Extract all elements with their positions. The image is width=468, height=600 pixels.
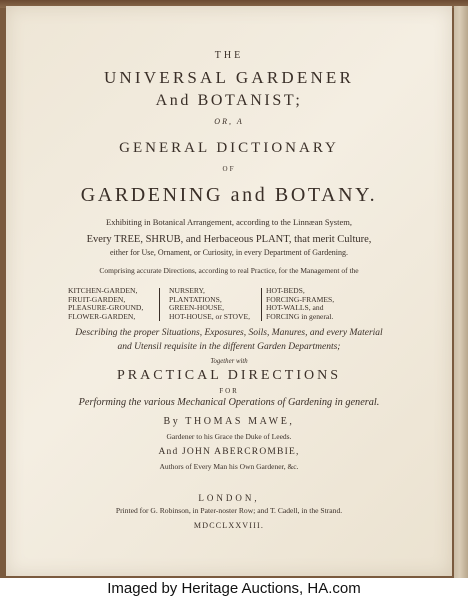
departments-column-1: [68, 287, 143, 321]
author-mawe-subtitle: Gardener to his Grace the Duke of Leeds.: [166, 432, 292, 441]
column-divider: [159, 288, 160, 321]
practical-directions: PRACTICAL DIRECTIONS: [117, 368, 341, 383]
title-or-a: OR, A: [214, 117, 244, 126]
department-item: HOT-BEDS,: [266, 286, 305, 295]
departments-column-3: [266, 287, 334, 321]
imprint-printers: Printed for G. Robinson, in Pater-noster Row; and T. Cadell, in the Strand.: [115, 506, 343, 515]
describing-line-2: and Utensil requisite in the different Garden Departments;: [117, 342, 341, 352]
department-item: FORCING-FRAMES,: [266, 294, 335, 304]
department-item: FLOWER-GARDEN,: [68, 311, 136, 321]
title-the: THE: [214, 50, 244, 61]
department-item: KITCHEN-GARDEN,: [68, 286, 138, 295]
garden-departments: [6, 287, 452, 327]
departments-column-2: [169, 287, 250, 321]
performing-line: Performing the various Mechanical Operations of Gardening in general.: [78, 397, 380, 408]
title-of: OF: [222, 165, 236, 173]
author-mawe: By THOMAS MAWE,: [163, 416, 295, 427]
page-edge: [454, 6, 468, 578]
title-general-dictionary: GENERAL DICTIONARY: [119, 140, 339, 156]
for-line: FOR: [219, 387, 239, 395]
title-and-botanist: And BOTANIST;: [155, 92, 303, 109]
imprint-london: LONDON,: [198, 493, 260, 503]
together-with: Together with: [210, 358, 248, 365]
column-divider: [261, 288, 262, 321]
department-item: FORCING in general.: [266, 311, 334, 321]
title-gardening-and-botany: GARDENING and BOTANY.: [80, 184, 378, 206]
author-abercrombie: And JOHN ABERCROMBIE,: [158, 447, 300, 457]
author-abercrombie-subtitle: Authors of Every Man his Own Gardener, &c.: [159, 462, 299, 471]
comprising-line: Comprising accurate Directions, according to real Practice, for the Management of the: [99, 266, 359, 275]
department-item: HOT-HOUSE, or STOVE,: [169, 311, 251, 321]
department-item: NURSERY,: [169, 286, 205, 295]
title-page: [6, 6, 452, 576]
image-credit-caption: Imaged by Heritage Auctions, HA.com: [0, 578, 468, 600]
title-universal-gardener: UNIVERSAL GARDENER: [103, 68, 355, 87]
department-item: PLEASURE-GROUND,: [68, 303, 144, 313]
imprint-year: MDCCLXXVIII.: [193, 521, 265, 530]
department-item: FRUIT-GARDEN,: [68, 294, 126, 304]
exhibiting-line: Exhibiting in Botanical Arrangement, according to the Linnæan System,: [106, 217, 352, 227]
department-item: HOT-WALLS, and: [266, 303, 324, 313]
department-item: GREEN-HOUSE,: [169, 303, 225, 313]
every-tree-line: Every TREE, SHRUB, and Herbaceous PLANT, that merit Culture,: [86, 234, 372, 245]
use-ornament-line: either for Use, Ornament, or Curiosity, in every Department of Gardening.: [109, 248, 349, 257]
describing-line-1: Describing the proper Situations, Exposures, Soils, Manures, and every Material: [75, 328, 383, 338]
department-item: PLANTATIONS,: [169, 294, 222, 304]
